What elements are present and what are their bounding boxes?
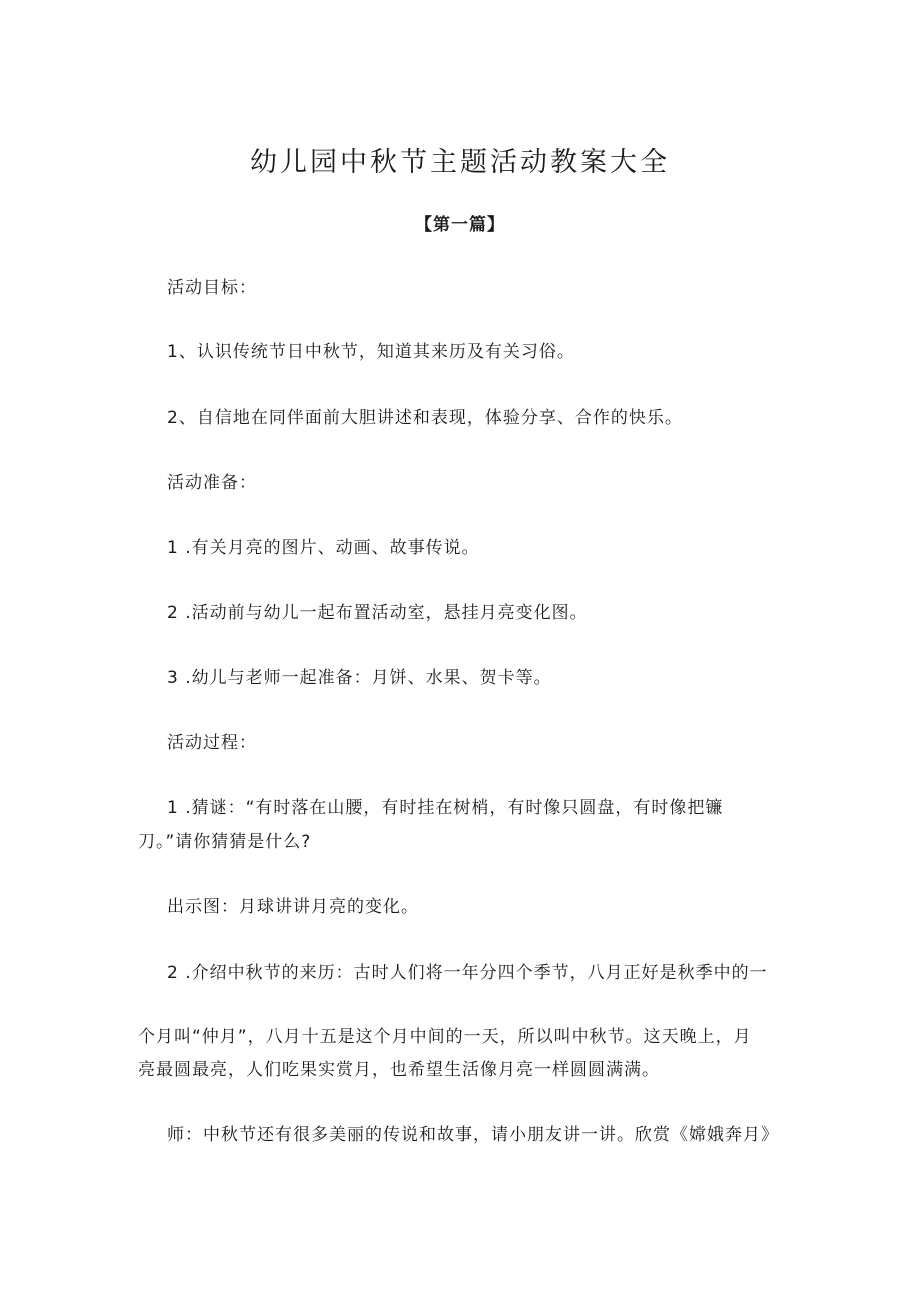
document-title: 幼儿园中秋节主题活动教案大全 [250, 147, 670, 178]
section-heading: 【第一篇】 [415, 215, 505, 235]
paragraph-process-1-line2: 刀。”请你猜猜是什么? [138, 832, 312, 852]
paragraph-preparation-3: 3 .幼儿与老师一起准备：月饼、水果、贺卡等。 [167, 668, 552, 688]
paragraph-process-heading: 活动过程： [167, 733, 257, 753]
paragraph-process-2-line3: 亮最圆最亮，人们吃果实赏月，也希望生活像月亮一样圆圆满满。 [138, 1060, 660, 1080]
paragraph-preparation-heading: 活动准备： [167, 473, 257, 493]
paragraph-preparation-1: 1 .有关月亮的图片、动画、故事传说。 [167, 538, 480, 558]
paragraph-show-picture: 出示图：月球讲讲月亮的变化。 [167, 897, 419, 917]
paragraph-objective-1: 1、认识传统节日中秋节，知道其来历及有关习俗。 [167, 342, 575, 362]
paragraph-process-1-line1: 1 .猜谜：“有时落在山腰，有时挂在树梢，有时像只圆盘，有时像把镰 [167, 798, 724, 818]
paragraph-process-2-line2: 个月叫“仲月”，八月十五是这个月中间的一天，所以叫中秋节。这天晚上，月 [138, 1027, 752, 1047]
paragraph-process-2-line1: 2 .介绍中秋节的来历：古时人们将一年分四个季节，八月正好是秋季中的一 [167, 963, 768, 983]
paragraph-objective-2: 2、自信地在同伴面前大胆讲述和表现，体验分享、合作的快乐。 [167, 408, 683, 428]
paragraph-preparation-2: 2 .活动前与幼儿一起布置活动室，悬挂月亮变化图。 [167, 603, 588, 623]
paragraph-teacher-line: 师：中秋节还有很多美丽的传说和故事，请小朋友讲一讲。欣赏《嫦娥奔月》 [167, 1125, 779, 1145]
paragraph-objectives-heading: 活动目标： [167, 278, 257, 298]
